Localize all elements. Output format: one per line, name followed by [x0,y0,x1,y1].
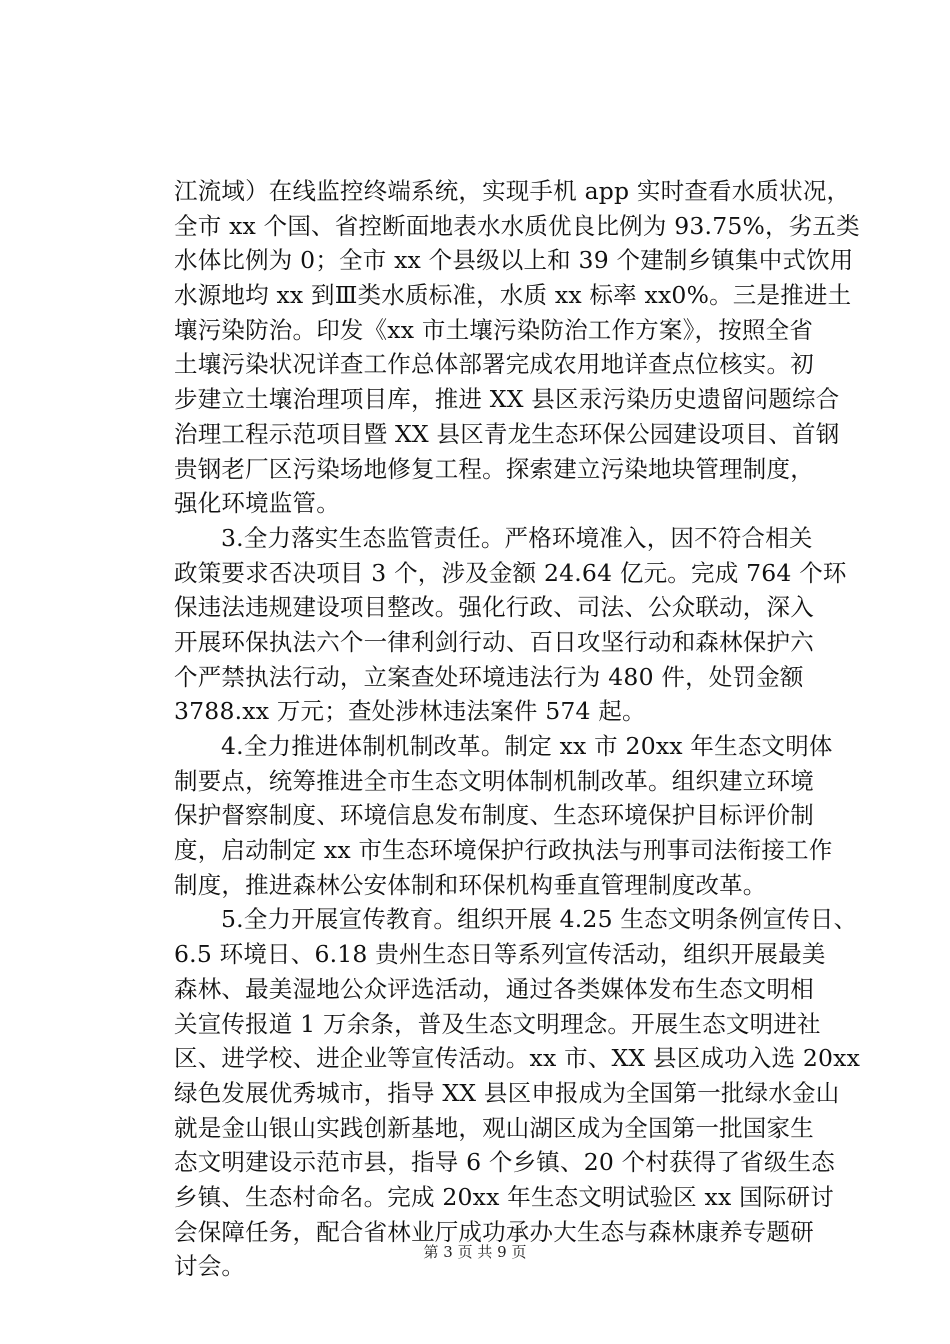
text-line: 壤污染防治。印发《xx 市土壤污染防治工作方案》，按照全省 [174,315,814,344]
text-line: 治理工程示范项目暨 XX 县区青龙生态环保公园建设项目、首钢 [174,419,840,448]
text-line: 4.全力推进体制机制改革。制定 xx 市 20xx 年生态文明体 [221,732,833,760]
text-line: 保护督察制度、环境信息发布制度、生态环境保护目标评价制 [174,801,814,830]
text-line: 步建立土壤治理项目库，推进 XX 县区汞污染历史遗留问题综合 [174,385,840,414]
text-line: 6.5 环境日、6.18 贵州生态日等系列宣传活动，组织开展最美 [174,940,826,969]
text-line: 关宣传报道 1 万余条，普及生态文明理念。开展生态文明进社 [174,1009,821,1038]
text-line: 个严禁执法行动，立案查处环境违法行为 480 件，处罚金额 [174,662,804,691]
text-line: 制要点，统筹推进全市生态文明体制机制改革。组织建立环境 [174,766,814,795]
text-line: 度，启动制定 xx 市生态环境保护行政执法与刑事司法衔接工作 [174,836,833,865]
text-line: 政策要求否决项目 3 个，涉及金额 24.64 亿元。完成 764 个环 [174,558,847,587]
page-footer: 第 3 页 共 9 页 [423,1243,527,1261]
text-line: 土壤污染状况详查工作总体部署完成农用地详查点位核实。初 [174,350,814,379]
text-line: 5.全力开展宣传教育。组织开展 4.25 生态文明条例宣传日、 [221,905,858,934]
text-line: 乡镇、生态村命名。完成 20xx 年生态文明试验区 xx 国际研讨 [174,1182,834,1211]
document-body [174,174,861,1284]
text-line: 3.全力落实生态监管责任。严格环境准入，因不符合相关 [221,523,813,552]
text-line: 强化环境监管。 [174,489,340,518]
text-line: 全市 xx 个国、省控断面地表水水质优良比例为 93.75%，劣五类 [174,211,860,240]
text-line: 水体比例为 0；全市 xx 个县级以上和 39 个建制乡镇集中式饮用 [174,246,854,275]
text-line: 贵钢老厂区污染场地修复工程。探索建立污染地块管理制度， [174,454,814,483]
text-line: 制度，推进森林公安体制和环保机构垂直管理制度改革。 [174,870,767,899]
text-line: 开展环保执法六个一律利剑行动、百日攻坚行动和森林保护六 [174,627,814,656]
text-line: 保违法违规建设项目整改。强化行政、司法、公众联动，深入 [174,593,814,622]
text-line: 态文明建设示范市县，指导 6 个乡镇、20 个村获得了省级生态 [174,1148,835,1177]
text-line: 会保障任务，配合省林业厅成功承办大生态与森林康养专题研 [174,1217,814,1246]
text-line: 江流域）在线监控终端系统，实现手机 app 实时查看水质状况， [174,177,851,205]
text-line: 讨会。 [174,1252,246,1281]
text-line: 就是金山银山实践创新基地，观山湖区成为全国第一批国家生 [174,1113,814,1142]
text-line: 水源地均 xx 到Ⅲ类水质标准，水质 xx 标率 xx0%。三是推进土 [174,281,852,310]
text-line: 区、进学校、进企业等宣传活动。xx 市、XX 县区成功入选 20xx [174,1044,861,1073]
text-line: 3788.xx 万元；查处涉林违法案件 574 起。 [174,697,646,726]
text-line: 森林、最美湿地公众评选活动，通过各类媒体发布生态文明相 [174,974,814,1003]
text-line: 绿色发展优秀城市，指导 XX 县区申报成为全国第一批绿水金山 [174,1078,840,1107]
